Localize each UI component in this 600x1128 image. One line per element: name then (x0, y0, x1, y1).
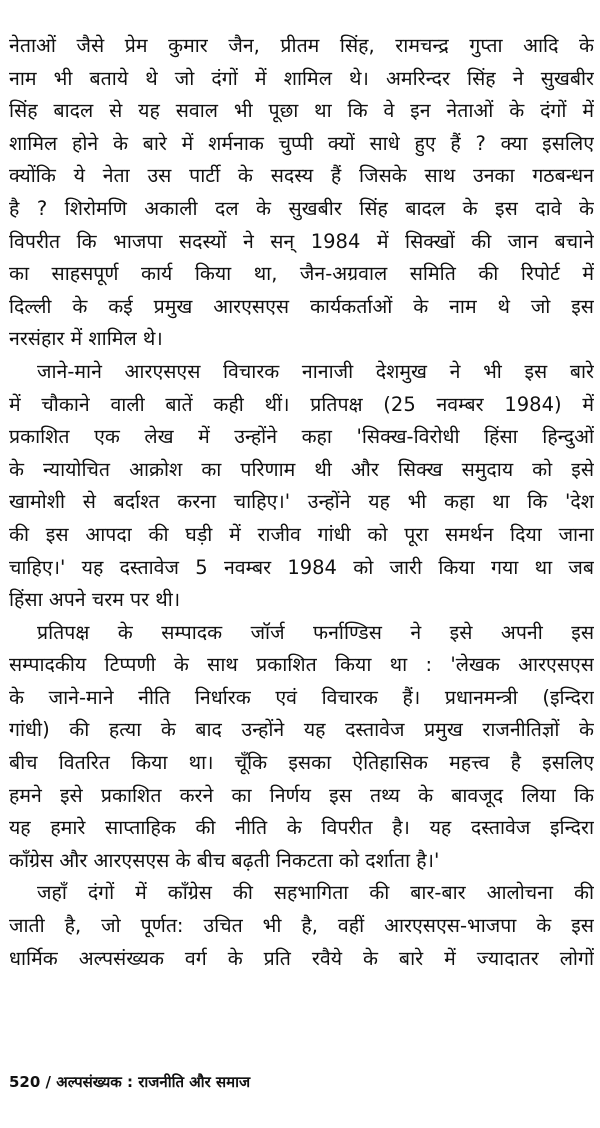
text-line: शामिल होने के बारे में शर्मनाक चुप्पी क्यों साधे हुए हैं ? क्या इसलिए (9, 131, 594, 155)
page-footer (9, 1072, 250, 1092)
text-line: विपरीत कि भाजपा सदस्यों ने सन् 1984 में सिक्खों की जान बचाने (9, 229, 594, 253)
text-line: काँग्रेस और आरएसएस के बीच बढ़ती निकटता को दर्शाता है।' (9, 848, 440, 872)
text-line: नरसंहार में शामिल थे। (9, 327, 163, 351)
paragraph-2 (9, 356, 594, 617)
text-line: यह हमारे साप्ताहिक की नीति के विपरीत है। यह दस्तावेज इन्दिरा (9, 816, 594, 840)
text-line: का साहसपूर्ण कार्य किया था, जैन-अग्रवाल समिति की रिपोर्ट में (9, 262, 594, 286)
text-line: क्योंकि ये नेता उस पार्टी के सदस्य हैं जिसके साथ उनका गठबन्धन (9, 164, 594, 188)
paragraph-4 (9, 877, 594, 975)
text-line: प्रतिपक्ष के सम्पादक जॉर्ज फर्नाण्डिस ने इसे अपनी इस (37, 620, 594, 644)
text-line: के न्यायोचित आक्रोश का परिणाम थी और सिक्ख समुदाय को इसे (9, 457, 594, 481)
text-line: प्रकाशित एक लेख में उन्होंने कहा 'सिक्ख-विरोधी हिंसा हिन्दुओं (9, 425, 594, 449)
text-line: है ? शिरोमणि अकाली दल के सुखबीर सिंह बादल के इस दावे के (9, 196, 594, 220)
paragraph-1 (9, 30, 594, 356)
text-line: सिंह बादल से यह सवाल भी पूछा था कि वे इन नेताओं के दंगों में (9, 99, 594, 123)
text-line: जहाँ दंगों में काँग्रेस की सहभागिता की बार-बार आलोचना की (37, 881, 594, 905)
text-line: सम्पादकीय टिप्पणी के साथ प्रकाशित किया था : 'लेखक आरएसएस (9, 653, 594, 677)
text-line: बीच वितरित किया था। चूँकि इसका ऐतिहासिक महत्त्व है इसलिए (9, 751, 594, 775)
footer-separator: / (40, 1073, 57, 1091)
text-line: जाती है, जो पूर्णत: उचित भी है, वहीं आरएसएस-भाजपा के इस (9, 914, 594, 938)
text-line: धार्मिक अल्पसंख्यक वर्ग के प्रति रवैये के बारे में ज्यादातर लोगों (9, 946, 594, 970)
text-line: की इस आपदा की घड़ी में राजीव गांधी को पूरा समर्थन दिया जाना (9, 522, 594, 546)
text-line: नेताओं जैसे प्रेम कुमार जैन, प्रीतम सिंह, रामचन्द्र गुप्ता आदि के (9, 34, 594, 57)
text-line: जाने-माने आरएसएस विचारक नानाजी देशमुख ने भी इस बारे (37, 359, 594, 383)
running-title: अल्पसंख्यक : राजनीति और समाज (56, 1073, 251, 1091)
body-text (9, 30, 594, 975)
text-line: चाहिए।' यह दस्तावेज 5 नवम्बर 1984 को जारी किया गया था जब (9, 555, 594, 579)
page-number: 520 (9, 1073, 41, 1091)
text-line: के जाने-माने नीति निर्धारक एवं विचारक हैं। प्रधानमन्त्री (इन्दिरा (9, 685, 594, 709)
text-line: गांधी) की हत्या के बाद उन्होंने यह दस्तावेज प्रमुख राजनीतिज्ञों के (9, 718, 594, 742)
text-line: दिल्ली के कई प्रमुख आरएसएस कार्यकर्ताओं के नाम थे जो इस (9, 294, 594, 318)
text-line: नाम भी बताये थे जो दंगों में शामिल थे। अमरिन्दर सिंह ने सुखबीर (9, 66, 594, 90)
text-line: हिंसा अपने चरम पर थी। (9, 588, 181, 612)
text-line: हमने इसे प्रकाशित करने का निर्णय इस तथ्य के बावजूद लिया कि (9, 783, 594, 807)
paragraph-3 (9, 617, 594, 878)
text-line: में चौकाने वाली बातें कही थीं। प्रतिपक्ष (25 नवम्बर 1984) में (9, 392, 594, 416)
text-line: खामोशी से बर्दाश्त करना चाहिए।' उन्होंने यह भी कहा था कि 'देश (9, 490, 594, 514)
